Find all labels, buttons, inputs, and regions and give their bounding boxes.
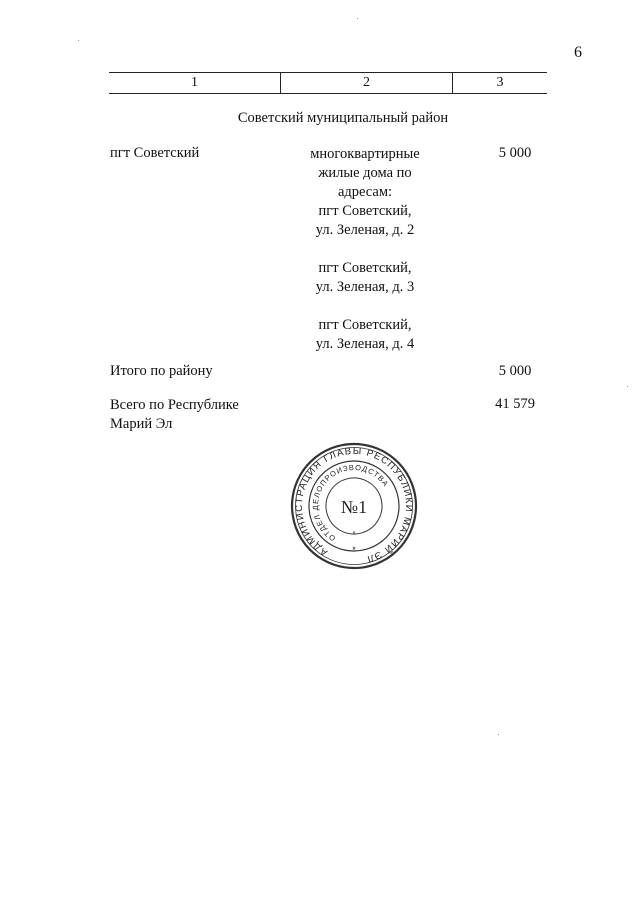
description-line: ул. Зеленая, д. 3 (315, 279, 415, 295)
description-line: жилые дома по (318, 165, 412, 181)
column-header-3: 3 (496, 75, 504, 90)
description-line: пгт Советский, (318, 260, 412, 276)
row-amount: 5 000 (498, 145, 532, 161)
seal-number: №1 (340, 497, 368, 517)
district-total-amount: 5 000 (498, 363, 532, 379)
scan-speck (357, 18, 358, 19)
official-seal (279, 441, 429, 571)
section-title: Советский муниципальный район (237, 110, 449, 126)
description-line: ул. Зеленая, д. 2 (315, 222, 415, 238)
seal-inner-text: ОТДЕЛ ДЕЛОПРОИЗВОДСТВА (310, 462, 391, 544)
seal-star: * (352, 545, 356, 555)
locality-name: пгт Советский (110, 145, 200, 161)
republic-total-amount: 41 579 (495, 396, 535, 412)
page-number: 6 (574, 44, 582, 61)
column-header-2: 2 (281, 73, 453, 93)
scan-speck (627, 386, 628, 387)
description-line: многоквартирные (310, 146, 420, 162)
description-line: пгт Советский, (318, 317, 412, 333)
column-header-1: 1 (109, 73, 281, 93)
republic-total-label (110, 396, 290, 434)
seal-star-inner: * (352, 531, 356, 538)
description-gap (270, 240, 460, 259)
scan-speck (498, 734, 499, 735)
column-header-row (109, 72, 547, 94)
description-line: адресам: (337, 184, 393, 200)
seal-outer-text: АДМИНИСТРАЦИЯ ГЛАВЫ РЕСПУБЛИКИ МАРИЙ ЭЛ (293, 445, 415, 565)
scan-speck (78, 40, 79, 41)
object-description (270, 145, 460, 354)
district-total-label: Итого по району (110, 363, 213, 379)
republic-total-label-line: Всего по Республике (110, 397, 239, 413)
description-line: пгт Советский, (318, 203, 412, 219)
republic-total-label-line: Марий Эл (110, 416, 173, 432)
description-gap (270, 297, 460, 316)
description-line: ул. Зеленая, д. 4 (315, 336, 415, 352)
